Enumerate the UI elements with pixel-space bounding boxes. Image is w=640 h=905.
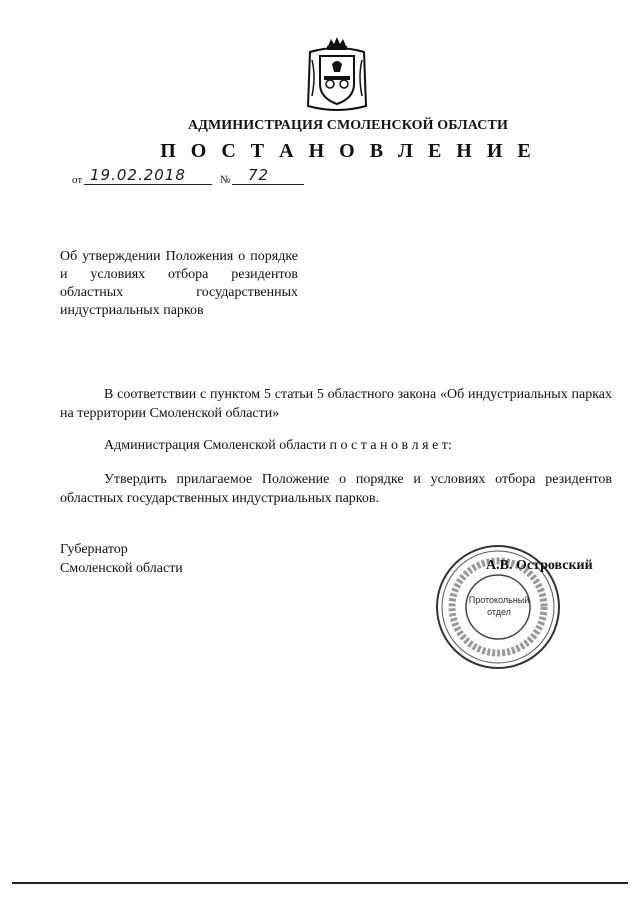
number-prefix: № xyxy=(220,174,231,186)
stamp-center-line-1: Протокольный xyxy=(468,595,530,605)
document-subject: Об утверждении Положения о порядке и условиях отбора резидентов областных государственных индустриальных парков xyxy=(60,249,298,318)
signatory-title-line-2: Смоленской области xyxy=(60,561,183,576)
body-paragraph-2: Администрация Смоленской области п о с т а н о в л я е т: xyxy=(104,438,452,453)
body-paragraph-3: Утвердить прилагаемое Положение о порядке и условиях отбора резидентов областных государственных индустриальных парков. xyxy=(60,472,612,506)
bottom-rule xyxy=(12,882,628,884)
date-value: 19.02.2018 xyxy=(90,166,186,184)
signatory-title xyxy=(60,540,183,578)
signatory-name: А.В. Островский xyxy=(486,558,593,573)
document-type: П О С Т А Н О В Л Е Н И Е xyxy=(160,140,536,162)
signatory-title-line-1: Губернатор xyxy=(60,542,128,557)
coat-of-arms-icon xyxy=(300,36,374,114)
date-prefix: от xyxy=(72,174,83,186)
stamp-center-line-2: отдел xyxy=(487,607,511,617)
stamp-center-text xyxy=(464,594,534,618)
number-value: 72 xyxy=(248,166,270,184)
body-paragraph-1: В соответствии с пунктом 5 статьи 5 областного закона «Об индустриальных парках на территории Смоленской области» xyxy=(60,387,612,421)
organization-name: АДМИНИСТРАЦИЯ СМОЛЕНСКОЙ ОБЛАСТИ xyxy=(188,118,508,133)
date-number-line xyxy=(72,168,312,188)
